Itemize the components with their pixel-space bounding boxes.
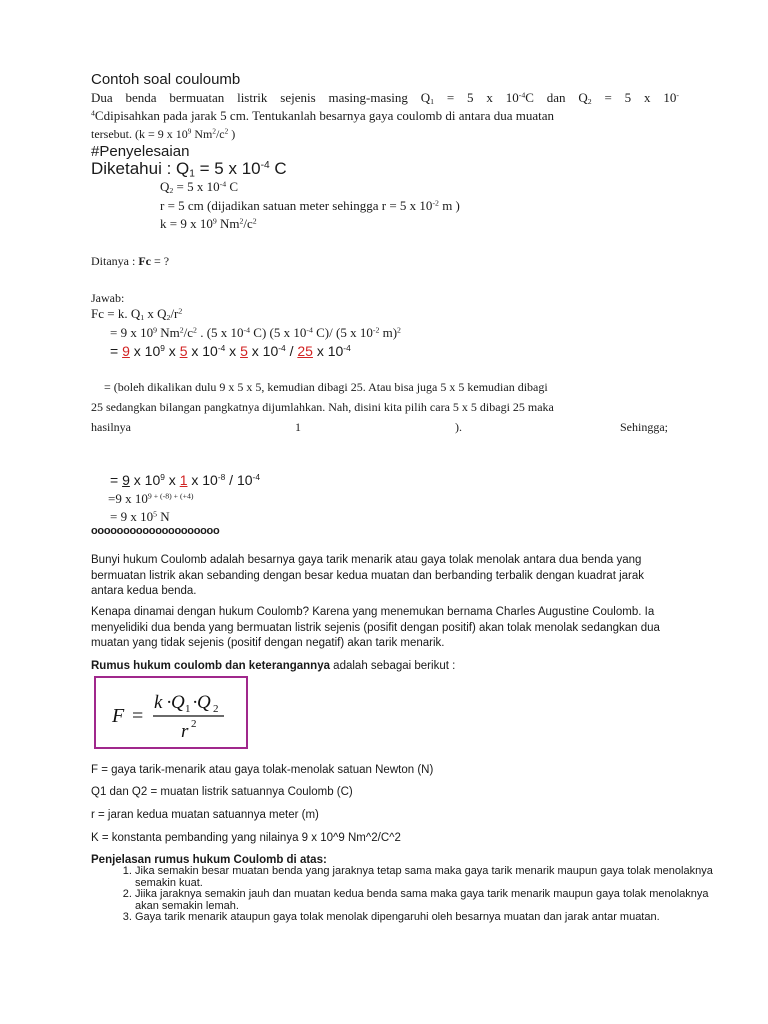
coulomb-formula-box	[94, 676, 248, 749]
list-item: 3. Gaya tarik menarik ataupun gaya tolak menolak dipengaruhi oleh besarnya muatan dan jarak antar muatan.	[135, 912, 715, 924]
theory-paragraph-3: Rumus hukum coulomb dan keterangannya adalah sebagai berikut :	[91, 660, 456, 672]
formula-q1: Q	[171, 692, 185, 713]
list-item: 1. Jika semakin besar muatan benda yang jaraknya tetap sama maka gaya tarik menarik maupun gaya tolak menolaknya semakin kuat.	[135, 866, 715, 889]
jawab-label: Jawab:	[91, 291, 125, 305]
formula-q2: Q	[197, 692, 211, 713]
result-line-2: =9 x $10^{9 + (-8) + (+4)}$	[108, 491, 194, 506]
theory-paragraph-2: Kenapa dinamai dengan hukum Coulomb? Karena yang menemukan bernama Charles Augustine Coulomb. Ia menyelidiki dua benda yang bermuatan listrik sejenis (posifit dengan positif) akan tolak menolak sedangkan dua muatan yang tidak sejenis (positif dengan negatif) akan tarik menarik.	[91, 606, 660, 649]
explain-line-3b: 1	[295, 420, 301, 434]
explanation-heading: Penjelasan rumus hukum Coulomb di atas:	[91, 854, 327, 866]
separator-line: oooooooooooooooooooo	[91, 525, 220, 537]
diketahui-r: r = 5 cm (dijadikan satuan meter sehingga r = 5 x $10^{-2}$ m )	[160, 198, 460, 213]
diketahui-q2: $Q_2 = 5$ x $10^{-4}$ C	[160, 179, 239, 195]
problem-line-1: Dua benda bermuatan listrik sejenis masing-masing $Q_1 = 5$ x $10^{-4}C$ dan $Q_2 = 5$ x 10-	[91, 90, 679, 106]
formula-sub-1: 1	[185, 703, 191, 715]
explain-line-3d: Sehingga;	[620, 420, 668, 434]
result-line-1: = 9 x $10^9$ x 1 x $10^{-8} / 10^{-4}$	[110, 471, 260, 488]
problem-line-2: $^4$Cdipisahkan pada jarak 5 cm. Tentukanlah besarnya gaya coulomb di antara dua muatan	[91, 108, 555, 123]
explanation-list	[91, 866, 715, 924]
diketahui-k: k = 9 x $10^9$ $Nm^2/c^2$	[160, 216, 257, 231]
definition-k: K = konstanta pembanding yang nilainya 9 x 10^9 Nm^2/C^2	[91, 832, 401, 844]
definition-q: Q1 dan Q2 = muatan listrik satuannya Coulomb (C)	[91, 786, 353, 798]
theory-paragraph-1: Bunyi hukum Coulomb adalah besarnya gaya tarik menarik atau gaya tolak menolak antara dua benda yang bermuatan listrik akan sebanding dengan besar kedua muatan dan berbanding terbalik dengan kuadrat jarak antara kedua benda.	[91, 554, 645, 597]
result-line-3: = 9 x $10^5$ N	[110, 509, 170, 524]
formula-k: k	[154, 692, 163, 713]
problem-line-3: tersebut. (k = 9 x $10^9$ $Nm^2/c^2$ )	[91, 127, 236, 141]
explain-line-3c: ).	[455, 420, 462, 434]
formula-lhs: F	[112, 705, 125, 727]
formula-dot-2: ·	[192, 692, 199, 713]
explain-line-1: = (boleh dikalikan dulu 9 x 5 x 5, kemudian dibagi 25. Atau bisa juga 5 x 5 kemudian dibagi	[104, 380, 548, 394]
explain-line-3a: hasilnya	[91, 420, 131, 434]
jawab-eq-1: Fc = k. $Q_1$ x $Q_2/r^2$	[91, 306, 183, 322]
diketahui-q1: Diketahui : $Q_1 = 5$ x $10^{-4}$ C	[91, 159, 287, 180]
list-item: 2. Jiika jaraknya semakin jauh dan muatan kedua benda sama maka gaya tarik menarik maupun gaya tolak menolaknya akan semakin lemah.	[135, 889, 715, 912]
formula-dot-1: ·	[166, 692, 173, 713]
coulomb-formula	[96, 678, 246, 747]
page-title: Contoh soal couloumb	[91, 71, 241, 88]
formula-r-exp: 2	[191, 718, 197, 730]
solution-heading: #Penyelesaian	[91, 143, 190, 160]
definition-f: F = gaya tarik-menarik atau gaya tolak-menolak satuan Newton (N)	[91, 764, 434, 776]
formula-equals: =	[132, 705, 144, 727]
ditanya: Ditanya : Fc = ?	[91, 254, 170, 268]
definition-r: r = jaran kedua muatan satuannya meter (m)	[91, 809, 319, 821]
explain-line-2: 25 sedangkan bilangan pangkatnya dijumlahkan. Nah, disini kita pilih cara 5 x 5 dibagi 25 maka	[91, 400, 554, 414]
formula-sub-2: 2	[213, 703, 219, 715]
jawab-eq-2: = 9 x $10^9$ $Nm^2/c^2$ . (5 x $10^{-4}$ C) (5 x $10^{-4}$ C)/ (5 x $10^{-2}$ m)$^2$	[110, 325, 401, 340]
formula-r: r	[181, 721, 189, 742]
jawab-eq-3: = 9 x $10^9$ x 5 x $10^{-4}$ x 5 x $10^{-4} / 25$ x $10^{-4}$	[110, 342, 351, 359]
